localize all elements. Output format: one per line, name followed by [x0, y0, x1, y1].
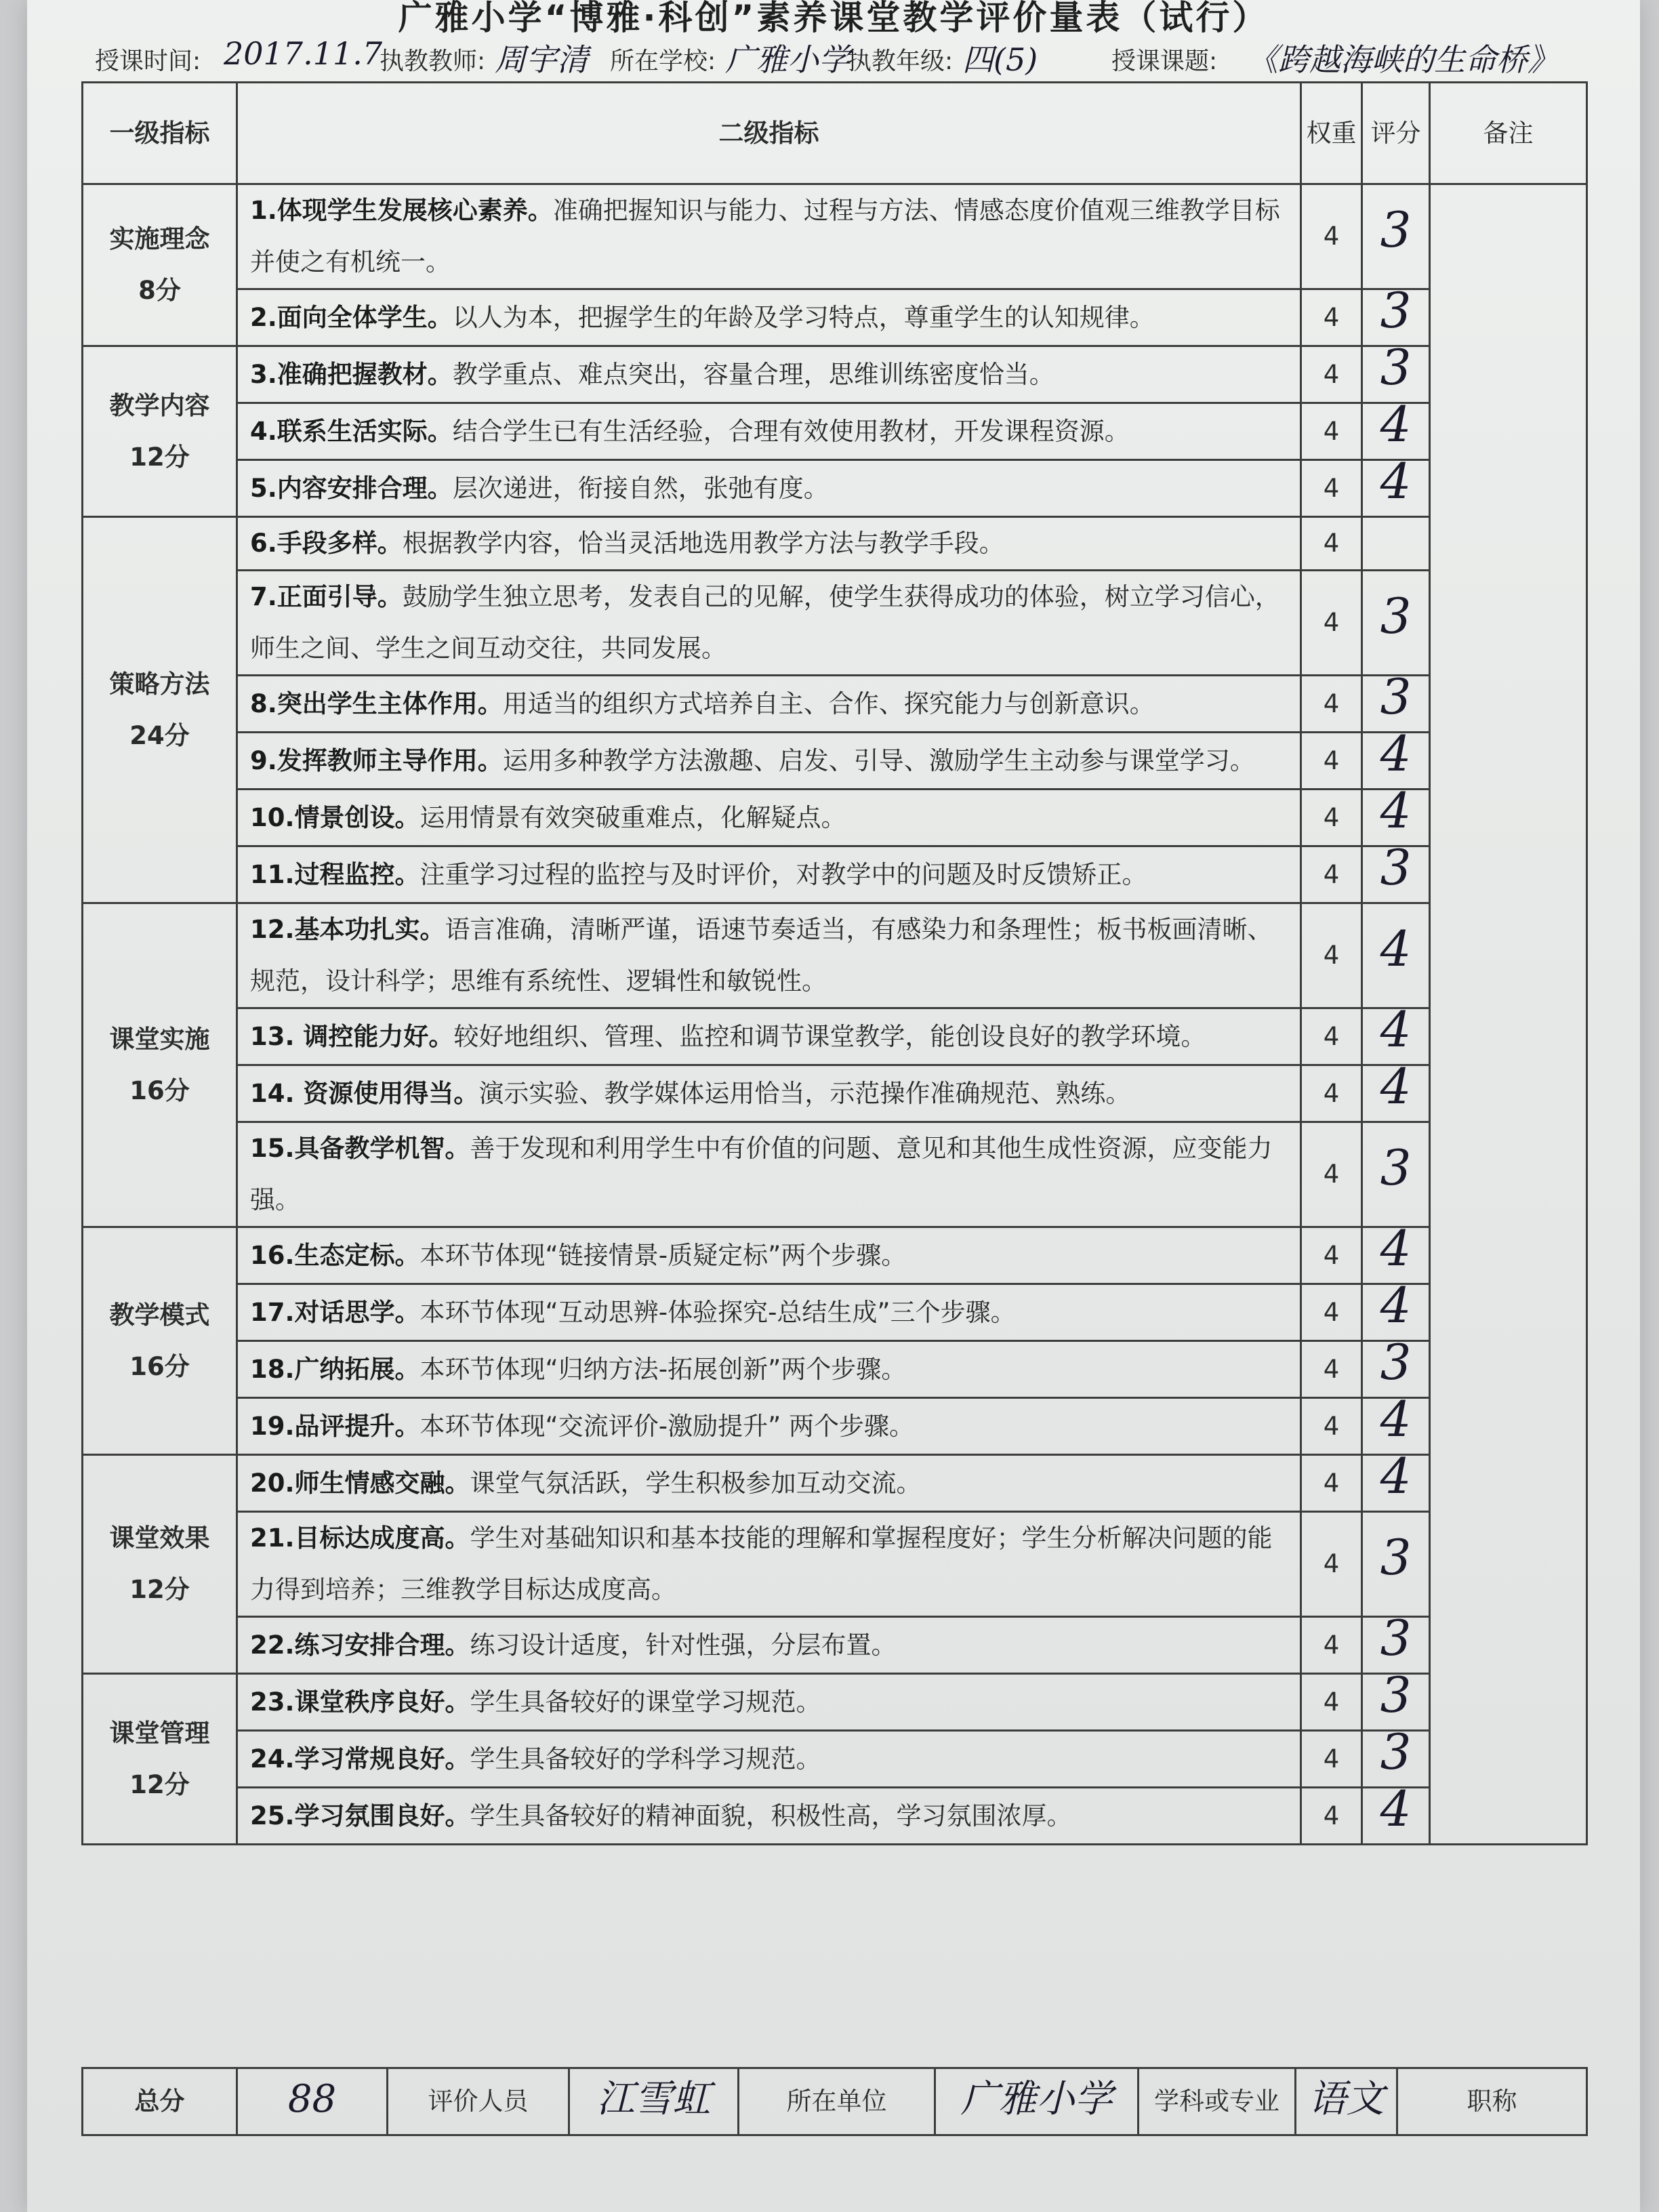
- group-name: 策略方法: [109, 669, 210, 699]
- criterion-cell: [237, 1065, 1301, 1122]
- score-cell[interactable]: [1362, 1780, 1430, 1845]
- score-cell[interactable]: [1362, 839, 1430, 903]
- criterion-desc: 本环节体现“链接情景-质疑定标”两个步骤。: [419, 1240, 907, 1270]
- weight-cell: 4: [1301, 1731, 1362, 1788]
- teacher-label: 执教教师:: [380, 47, 486, 75]
- criterion-desc: 教学重点、难点突出，容量合理，思维训练密度恰当。: [452, 359, 1054, 389]
- total-label: 总分: [83, 2068, 237, 2135]
- criterion-title: 9.发挥教师主导作用。: [250, 745, 503, 775]
- group-cell: [83, 346, 237, 517]
- group-name: 课堂实施: [109, 1024, 210, 1054]
- criterion-title: 7.正面引导。: [250, 582, 403, 611]
- criterion-desc: 鼓励学生独立思考，发表自己的见解，使学生获得成功的体验，树立学习信心，师生之间、学生之间互动交往，共同发展。: [250, 582, 1280, 663]
- group-cell: [83, 1455, 237, 1674]
- criterion-title: 10.情景创设。: [250, 802, 420, 832]
- score-cell[interactable]: [1362, 1448, 1430, 1512]
- score-value: 3: [1380, 668, 1412, 725]
- criterion-cell: [237, 517, 1301, 571]
- weight-cell: 4: [1301, 184, 1362, 289]
- score-cell[interactable]: [1362, 184, 1430, 289]
- table-row: [83, 1008, 1587, 1065]
- criterion-title: 6.手段多样。: [250, 529, 403, 558]
- table-row: [83, 1731, 1587, 1788]
- score-value: 3: [1380, 282, 1412, 339]
- weight-cell: 4: [1301, 1788, 1362, 1845]
- header-level2: 二级指标: [237, 83, 1301, 184]
- time-value: 2017.11.7: [224, 35, 383, 72]
- table-row: [83, 790, 1587, 846]
- table-row: [83, 289, 1587, 346]
- criterion-desc: 注重学习过程的监控与及时评价，对教学中的问题及时反馈矫正。: [419, 859, 1147, 889]
- criterion-title: 16.生态定标。: [250, 1240, 420, 1270]
- weight-cell: 4: [1301, 1617, 1362, 1674]
- score-cell[interactable]: [1362, 339, 1430, 403]
- table-row: [83, 1065, 1587, 1122]
- weight-cell: 4: [1301, 346, 1362, 403]
- criterion-cell: [237, 184, 1301, 289]
- score-value: 4: [1380, 453, 1412, 510]
- header-score: 评分: [1362, 83, 1430, 184]
- group-points: 16分: [129, 1076, 190, 1105]
- score-value: 3: [1380, 1139, 1412, 1196]
- criterion-desc: 结合学生已有生活经验，合理有效使用教材，开发课程资源。: [452, 416, 1130, 446]
- criterion-cell: [237, 1455, 1301, 1512]
- criterion-desc: 课堂气氛活跃，学生积极参加互动交流。: [470, 1468, 922, 1498]
- score-cell[interactable]: [1362, 453, 1430, 517]
- evaluator-cell[interactable]: [569, 2068, 739, 2135]
- criterion-cell: [237, 903, 1301, 1008]
- criterion-cell: [237, 790, 1301, 846]
- table-row: [83, 1617, 1587, 1674]
- score-value: 4: [1380, 1058, 1412, 1115]
- weight-cell: 4: [1301, 1122, 1362, 1227]
- weight-cell: 4: [1301, 1065, 1362, 1122]
- criterion-title: 4.联系生活实际。: [250, 416, 453, 446]
- criterion-title: 15.具备教学机智。: [250, 1134, 470, 1163]
- score-value: 4: [1380, 782, 1412, 839]
- table-row: [83, 1674, 1587, 1731]
- score-cell[interactable]: [1362, 517, 1430, 571]
- group-name: 教学内容: [109, 390, 210, 420]
- evaluator-signature: 江雪虹: [596, 2077, 711, 2121]
- criterion-title: 3.准确把握教材。: [250, 359, 453, 389]
- score-cell[interactable]: [1362, 282, 1430, 346]
- table-row: [83, 403, 1587, 460]
- table-row: [83, 184, 1587, 289]
- score-cell[interactable]: [1362, 571, 1430, 676]
- score-value: 4: [1380, 1001, 1412, 1058]
- criterion-cell: [237, 1284, 1301, 1341]
- criterion-title: 14. 资源使用得当。: [250, 1078, 479, 1108]
- total-value: 88: [287, 2077, 337, 2121]
- time-label: 授课时间:: [95, 47, 201, 75]
- signature-table: [81, 2067, 1588, 2136]
- criterion-desc: 语言准确，清晰严谨，语速节奏适当，有感染力和条理性；板书板画清晰、规范，设计科学；思维有系统性、逻辑性和敏锐性。: [250, 915, 1273, 996]
- evaluation-form-paper: [27, 0, 1640, 2212]
- score-cell[interactable]: [1362, 1512, 1430, 1617]
- score-cell[interactable]: [1362, 1334, 1430, 1398]
- group-points: 16分: [129, 1351, 190, 1381]
- score-value: 3: [1380, 839, 1412, 896]
- criterion-cell: [237, 1398, 1301, 1455]
- criterion-desc: 本环节体现“交流评价-激励提升” 两个步骤。: [419, 1411, 914, 1441]
- criterion-desc: 根据教学内容，恰当灵活地选用教学方法与教学手段。: [402, 529, 1004, 558]
- title-label: 职称: [1467, 2087, 1517, 2116]
- score-cell[interactable]: [1362, 1220, 1430, 1284]
- weight-cell: 4: [1301, 1398, 1362, 1455]
- unit-cell[interactable]: [935, 2068, 1139, 2135]
- table-row: [83, 460, 1587, 517]
- header-remark: 备注: [1430, 83, 1587, 184]
- group-cell: [83, 1674, 237, 1845]
- criterion-cell: [237, 676, 1301, 733]
- header-level1: 一级指标: [83, 83, 237, 184]
- title-cell[interactable]: [1397, 2068, 1587, 2135]
- total-cell[interactable]: [237, 2068, 388, 2135]
- criterion-cell: [237, 1512, 1301, 1617]
- group-points: 24分: [129, 720, 190, 750]
- group-cell: [83, 184, 237, 346]
- weight-cell: 4: [1301, 1512, 1362, 1617]
- criterion-title: 17.对话思学。: [250, 1297, 420, 1327]
- weight-cell: 4: [1301, 733, 1362, 790]
- score-value: 3: [1380, 1723, 1412, 1780]
- criterion-cell: [237, 733, 1301, 790]
- score-value: 3: [1380, 1666, 1412, 1723]
- criterion-desc: 以人为本，把握学生的年龄及学习特点，尊重学生的认知规律。: [452, 302, 1155, 332]
- criterion-cell: [237, 289, 1301, 346]
- criterion-desc: 运用多种教学方法激趣、启发、引导、激励学生主动参与课堂学习。: [502, 745, 1255, 775]
- remark-cell[interactable]: [1430, 184, 1587, 1845]
- criterion-cell: [237, 1731, 1301, 1788]
- criterion-title: 11.过程监控。: [250, 859, 420, 889]
- criterion-desc: 层次递进，衔接自然，张弛有度。: [452, 473, 829, 503]
- criterion-desc: 练习设计适度，针对性强，分层布置。: [470, 1630, 897, 1660]
- criterion-cell: [237, 1341, 1301, 1398]
- weight-cell: 4: [1301, 1008, 1362, 1065]
- table-row: [83, 1284, 1587, 1341]
- score-cell[interactable]: [1362, 1610, 1430, 1674]
- score-value: 4: [1380, 725, 1412, 782]
- group-points: 12分: [129, 1575, 190, 1604]
- criterion-cell: [237, 1788, 1301, 1845]
- table-row: [83, 1788, 1587, 1845]
- score-cell[interactable]: [1362, 903, 1430, 1008]
- criterion-desc: 用适当的组织方式培养自主、合作、探究能力与创新意识。: [502, 689, 1155, 718]
- school-value: 广雅小学: [725, 41, 850, 78]
- criterion-cell: [237, 460, 1301, 517]
- criterion-desc: 准确把握知识与能力、过程与方法、情感态度价值观三维教学目标并使之有机统一。: [250, 196, 1280, 276]
- table-row: [83, 676, 1587, 733]
- criterion-desc: 本环节体现“互动思辨-体验探究-总结生成”三个步骤。: [419, 1297, 1016, 1327]
- criterion-cell: [237, 1008, 1301, 1065]
- header-weight: 权重: [1301, 83, 1362, 184]
- signature-row: [83, 2068, 1587, 2135]
- criterion-desc: 学生具备较好的学科学习规范。: [470, 1744, 821, 1774]
- criterion-desc: 运用情景有效突破重难点，化解疑点。: [419, 802, 846, 832]
- weight-cell: 4: [1301, 676, 1362, 733]
- criterion-desc: 本环节体现“归纳方法-拓展创新”两个步骤。: [419, 1354, 907, 1384]
- weight-cell: 4: [1301, 846, 1362, 903]
- group-cell: [83, 517, 237, 903]
- criterion-desc: 学生具备较好的课堂学习规范。: [470, 1687, 821, 1717]
- score-cell[interactable]: [1362, 396, 1430, 460]
- table-row: [83, 1122, 1587, 1227]
- weight-cell: 4: [1301, 289, 1362, 346]
- criterion-title: 19.品评提升。: [250, 1411, 420, 1441]
- table-row: [83, 733, 1587, 790]
- weight-cell: 4: [1301, 1455, 1362, 1512]
- criterion-title: 25.学习氛围良好。: [250, 1801, 470, 1830]
- criterion-cell: [237, 1227, 1301, 1284]
- criterion-title: 1.体现学生发展核心素养。: [250, 196, 553, 225]
- weight-cell: 4: [1301, 790, 1362, 846]
- form-title: 广雅小学“博雅·科创”素养课堂教学评价量表（试行）: [398, 0, 1269, 37]
- score-cell[interactable]: [1362, 1122, 1430, 1227]
- weight-cell: 4: [1301, 403, 1362, 460]
- table-row: [83, 1227, 1587, 1284]
- criterion-cell: [237, 346, 1301, 403]
- score-value: 4: [1380, 1391, 1412, 1448]
- criterion-desc: 演示实验、教学媒体运用恰当，示范操作准确规范、熟练。: [478, 1078, 1131, 1108]
- table-row: [83, 1341, 1587, 1398]
- score-value: 4: [1380, 1448, 1412, 1504]
- score-cell[interactable]: [1362, 1058, 1430, 1122]
- score-value: 3: [1380, 1610, 1412, 1666]
- evaluator-label: 评价人员: [388, 2068, 569, 2135]
- criterion-title: 8.突出学生主体作用。: [250, 689, 503, 718]
- subject-value: 语文: [1308, 2077, 1385, 2121]
- group-cell: [83, 903, 237, 1227]
- score-value: 4: [1380, 396, 1412, 453]
- score-value: 3: [1380, 1334, 1412, 1391]
- score-value: 3: [1380, 1528, 1412, 1586]
- group-points: 12分: [129, 442, 190, 472]
- score-value: 3: [1380, 339, 1412, 396]
- subject-cell[interactable]: [1296, 2068, 1397, 2135]
- table-row: [83, 571, 1587, 676]
- score-cell[interactable]: [1362, 1277, 1430, 1341]
- criterion-title: 13. 调控能力好。: [250, 1021, 454, 1051]
- table-row: [83, 517, 1587, 571]
- weight-cell: 4: [1301, 903, 1362, 1008]
- weight-cell: 4: [1301, 1341, 1362, 1398]
- score-cell[interactable]: [1362, 1391, 1430, 1455]
- group-name: 教学模式: [109, 1300, 210, 1330]
- score-value: 4: [1380, 1277, 1412, 1334]
- table-row: [83, 846, 1587, 903]
- score-value: 4: [1380, 1780, 1412, 1837]
- criterion-cell: [237, 1122, 1301, 1227]
- table-row: [83, 346, 1587, 403]
- weight-cell: 4: [1301, 517, 1362, 571]
- group-name: 课堂效果: [109, 1523, 210, 1553]
- score-cell[interactable]: [1362, 1001, 1430, 1065]
- score-cell[interactable]: [1362, 1666, 1430, 1731]
- table-row: [83, 1512, 1587, 1617]
- group-cell: [83, 1227, 237, 1455]
- criterion-cell: [237, 571, 1301, 676]
- criterion-title: 21.目标达成度高。: [250, 1523, 470, 1553]
- score-cell[interactable]: [1362, 725, 1430, 790]
- grade-label: 执教年级:: [847, 47, 954, 75]
- criterion-title: 20.师生情感交融。: [250, 1468, 470, 1498]
- score-value: 4: [1380, 1220, 1412, 1277]
- score-value: 3: [1380, 587, 1412, 644]
- criterion-title: 23.课堂秩序良好。: [250, 1687, 470, 1717]
- criterion-cell: [237, 1617, 1301, 1674]
- score-cell[interactable]: [1362, 668, 1430, 733]
- unit-label: 所在单位: [739, 2068, 935, 2135]
- group-name: 课堂管理: [109, 1718, 210, 1748]
- criterion-title: 2.面向全体学生。: [250, 302, 453, 332]
- criterion-cell: [237, 846, 1301, 903]
- evaluation-table: [81, 81, 1588, 1845]
- group-points: 8分: [138, 276, 181, 305]
- criterion-title: 12.基本功扎实。: [250, 915, 445, 944]
- unit-value: 广雅小学: [960, 2077, 1113, 2121]
- score-value: 3: [1380, 201, 1412, 258]
- weight-cell: 4: [1301, 1674, 1362, 1731]
- group-name: 实施理念: [109, 224, 210, 253]
- teacher-value: 周宇清: [495, 41, 588, 78]
- subject-label: 学科或专业: [1139, 2068, 1296, 2135]
- criterion-desc: 较好地组织、管理、监控和调节课堂教学，能创设良好的教学环境。: [453, 1021, 1206, 1051]
- criterion-title: 18.广纳拓展。: [250, 1354, 420, 1384]
- criterion-cell: [237, 1674, 1301, 1731]
- score-cell[interactable]: [1362, 1723, 1430, 1788]
- criterion-title: 5.内容安排合理。: [250, 473, 453, 503]
- topic-value: 《跨越海峡的生命桥》: [1247, 41, 1559, 78]
- grade-value: 四(5): [962, 41, 1038, 78]
- weight-cell: 4: [1301, 1284, 1362, 1341]
- group-points: 12分: [129, 1769, 190, 1799]
- table-row: [83, 1398, 1587, 1455]
- weight-cell: 4: [1301, 460, 1362, 517]
- score-cell[interactable]: [1362, 782, 1430, 846]
- score-value: 4: [1380, 920, 1412, 977]
- criterion-desc: 善于发现和利用学生中有价值的问题、意见和其他生成性资源，应变能力强。: [250, 1134, 1273, 1214]
- table-row: [83, 1455, 1587, 1512]
- school-label: 所在学校:: [610, 47, 716, 75]
- criterion-title: 22.练习安排合理。: [250, 1630, 470, 1660]
- topic-label: 授课课题:: [1111, 47, 1218, 75]
- header-row: [83, 83, 1587, 184]
- criterion-cell: [237, 403, 1301, 460]
- criterion-desc: 学生对基础知识和基本技能的理解和掌握程度好；学生分析解决问题的能力得到培养；三维教学目标达成度高。: [250, 1523, 1273, 1604]
- criterion-desc: 学生具备较好的精神面貌，积极性高，学习氛围浓厚。: [470, 1801, 1072, 1830]
- criterion-title: 24.学习常规良好。: [250, 1744, 470, 1774]
- table-row: [83, 903, 1587, 1008]
- weight-cell: 4: [1301, 1227, 1362, 1284]
- weight-cell: 4: [1301, 571, 1362, 676]
